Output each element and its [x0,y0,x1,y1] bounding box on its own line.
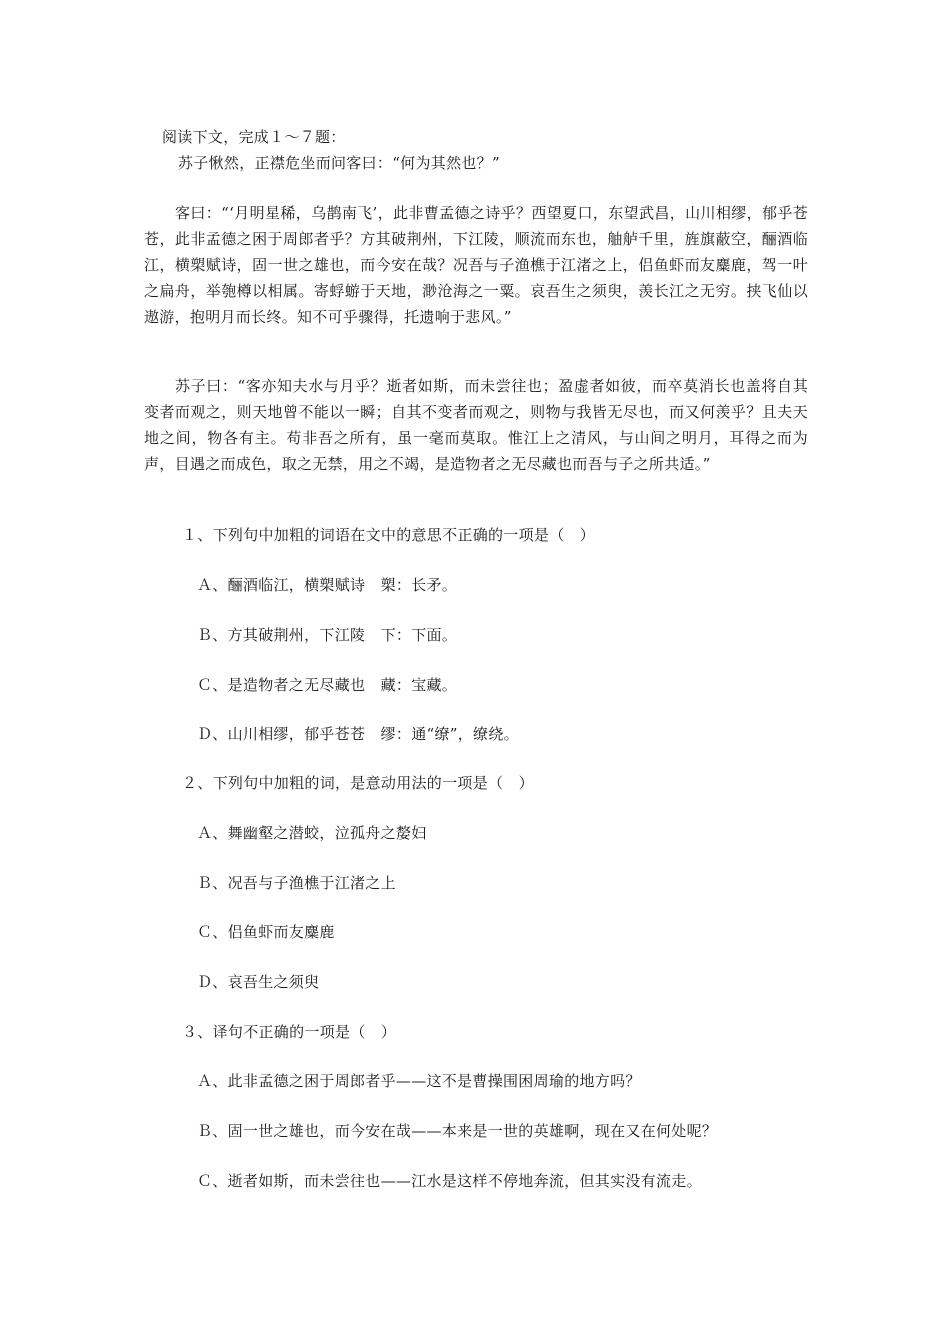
intro-line: 阅读下文，完成１～７题： [162,128,346,146]
question-1-option-a: Ａ、酾酒临江，横槊赋诗 槊：长矛。 [197,576,458,594]
question-1-option-c: Ｃ、是造物者之无尽藏也 藏：宝藏。 [197,676,458,694]
question-2-option-a: Ａ、舞幽壑之潜蛟，泣孤舟之嫠妇 [197,824,427,842]
question-3-option-a: Ａ、此非孟德之困于周郎者乎——这不是曹操围困周瑜的地方吗？ [197,1072,641,1090]
question-2-option-d: Ｄ、哀吾生之须臾 [197,973,320,991]
lead-line: 苏子愀然，正襟危坐而问客曰：“何为其然也？” [178,154,500,172]
question-3-option-c: Ｃ、逝者如斯，而未尝往也——江水是这样不停地奔流，但其实没有流走。 [197,1172,702,1190]
question-1-option-b: Ｂ、方其破荆州，下江陵 下：下面。 [197,626,458,644]
question-2-option-b: Ｂ、况吾与子渔樵于江渚之上 [197,874,396,892]
question-2-stem: ２、下列句中加粗的词，是意动用法的一项是（ ） [182,774,534,792]
paragraph-suzi: 苏子曰：“客亦知夫水与月乎？逝者如斯，而未尝往也；盈虚者如彼，而卒莫消长也盖将自其变者而观之，则天地曾不能以一瞬；自其不变者而观之，则物与我皆无尽也，而又何羡乎？且夫天地之间，物各有主。苟非吾之所有，虽一毫而莫取。惟江上之清风，与山间之明月，耳得之而为声，目遇之而成色，取之无禁，用之不竭，是造物者之无尽藏也而吾与子之所共适。” [144,377,808,473]
question-3-option-b: Ｂ、固一世之雄也，而今安在哉——本来是一世的英雄啊，现在又在何处呢？ [197,1122,718,1140]
question-1-option-d: Ｄ、山川相缪，郁乎苍苍 缪：通“缭”，缭绕。 [197,725,519,743]
question-3-stem: ３、译句不正确的一项是（ ） [182,1023,397,1041]
question-1-stem: １、下列句中加粗的词语在文中的意思不正确的一项是（ ） [182,526,596,544]
question-2-option-c: Ｃ、侣鱼虾而友麋鹿 [197,923,335,941]
paragraph-ke: 客曰：“‘月明星稀，乌鹊南飞’，此非曹孟德之诗乎？西望夏口，东望武昌，山川相缪，郁乎苍苍，此非孟德之困于周郎者乎？方其破荆州，下江陵，顺流而东也，舳舻千里，旌旗蔽空，酾酒临江，横槊赋诗，固一世之雄也，而今安在哉？况吾与子渔樵于江渚之上，侣鱼虾而友麋鹿，驾一叶之扁舟，举匏樽以相属。寄蜉蝣于天地，渺沧海之一粟。哀吾生之须臾，羡长江之无穷。挟飞仙以遨游，抱明月而长终。知不可乎骤得，托遗响于悲风。” [144,204,808,326]
